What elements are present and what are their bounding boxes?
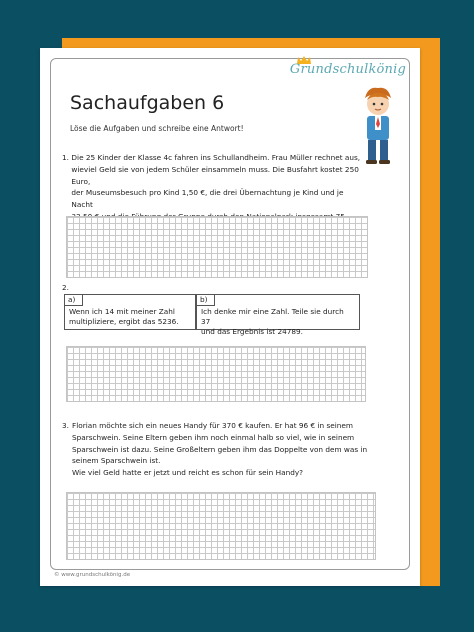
- task-2b-box: [196, 294, 360, 336]
- task-2a-line: Wenn ich 14 mit meiner Zahl: [69, 307, 175, 316]
- task-2a-box: [64, 294, 196, 330]
- boy-illustration: [356, 84, 400, 168]
- footer-copyright: © www.grundschulkönig.de: [54, 572, 131, 578]
- task-3-line: Sparschwein. Seine Eltern geben ihm noch einmal halb so viel, wie in seinem: [72, 432, 355, 442]
- task-2b-line: und das Ergebnis ist 24789.: [201, 327, 303, 336]
- task-1-number: 1.: [62, 153, 69, 162]
- page-title: Sachaufgaben 6: [70, 92, 225, 114]
- task-2b-line: Ich denke mir eine Zahl. Teile sie durch 37: [201, 307, 344, 326]
- task-2-answer-grid[interactable]: [66, 346, 366, 402]
- task-2-boxes: [64, 294, 364, 334]
- task-2a-label: a): [65, 295, 83, 306]
- task-3-text: [62, 420, 372, 479]
- task-3-number: 3.: [62, 421, 69, 430]
- task-1-line: Die 25 Kinder der Klasse 4c fahren ins Schullandheim. Frau Müller rechnet aus,: [71, 153, 361, 162]
- task-3-answer-grid[interactable]: [66, 492, 376, 560]
- brand-logo: Grundschulkönig: [289, 62, 406, 77]
- task-2b-label: b): [197, 295, 215, 306]
- task-3-line: seinem Sparschwein ist.: [72, 456, 161, 466]
- task-1-line: der Museumsbesuch pro Kind 1,50 €, die drei Übernachtung je Kind und je Nacht: [71, 188, 344, 210]
- worksheet: [40, 48, 420, 586]
- task-2-number: 2.: [62, 283, 69, 292]
- instructions: Löse die Aufgaben und schreibe eine Antwort!: [70, 124, 244, 133]
- task-3-line: Florian möchte sich ein neues Handy für 370 € kaufen. Er hat 96 € in seinem: [72, 421, 353, 430]
- task-3-line: Sparschwein ist dazu. Seine Großeltern geben ihm das Doppelte von dem was in: [72, 444, 368, 454]
- task-1-answer-grid[interactable]: [66, 216, 368, 278]
- task-2a-line: multipliziere, ergibt das 5236.: [69, 317, 179, 326]
- task-3-line: Wie viel Geld hatte er jetzt und reicht es schon für sein Handy?: [72, 468, 304, 478]
- task-1-line: wieviel Geld sie von jedem Schüler einsammeln muss. Die Busfahrt kostet 250 Euro,: [71, 164, 359, 186]
